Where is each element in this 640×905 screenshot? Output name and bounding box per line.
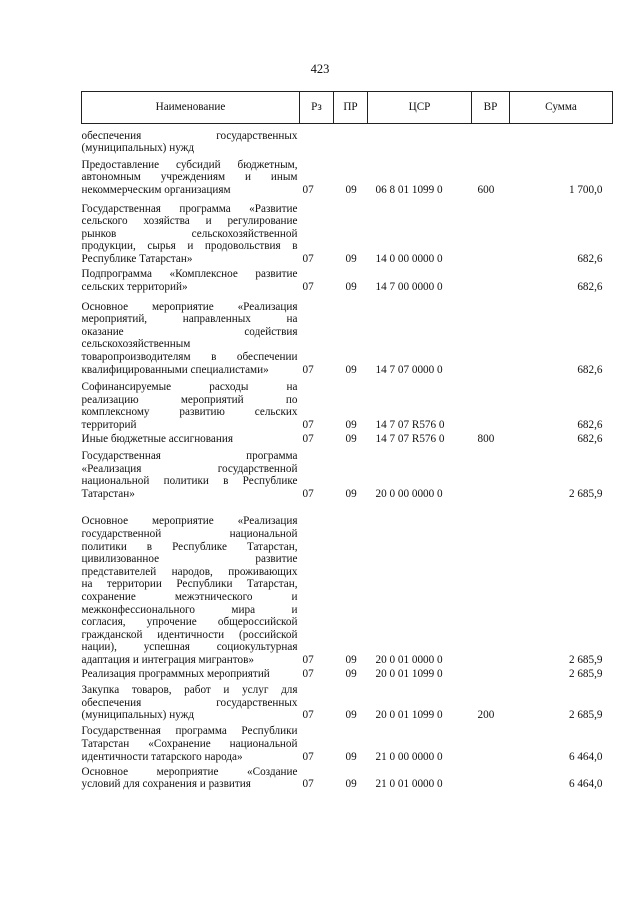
cell-sum: 682,6 bbox=[577, 252, 603, 265]
name-line: представителей народов, проживающих bbox=[81, 565, 298, 578]
table-row bbox=[82, 722, 613, 763]
cell-rz: 07 bbox=[302, 709, 314, 722]
name-line: Основное мероприятие «Создание bbox=[81, 765, 298, 778]
name-line: (муниципальных) нужд bbox=[81, 709, 195, 722]
cell-vr: 800 bbox=[477, 432, 495, 445]
cell-pr: 09 bbox=[345, 778, 357, 791]
table-row bbox=[82, 196, 613, 265]
table-row bbox=[82, 155, 613, 196]
cell-pr: 09 bbox=[345, 432, 357, 445]
spacer-cell bbox=[300, 791, 334, 831]
budget-table bbox=[81, 91, 613, 831]
cell-pr: 09 bbox=[345, 653, 357, 666]
cell-sum: 2 685,9 bbox=[568, 667, 603, 680]
name-line: политики в Республике Татарстан, bbox=[81, 540, 298, 553]
cell-name bbox=[82, 376, 300, 431]
name-line: обеспечения государственных bbox=[81, 696, 298, 709]
cell-rz: 07 bbox=[302, 432, 314, 445]
table-row bbox=[82, 680, 613, 721]
cell-vr bbox=[472, 501, 510, 667]
cell-pr: 09 bbox=[345, 750, 357, 763]
table-row bbox=[82, 763, 613, 791]
cell-vr bbox=[472, 124, 510, 155]
table-row bbox=[82, 376, 613, 431]
cell-pr bbox=[334, 124, 368, 155]
name-line: квалифицированными специалистами» bbox=[81, 363, 269, 376]
cell-rz: 07 bbox=[302, 280, 314, 293]
name-line: «Реализация государственной bbox=[81, 462, 298, 475]
cell-sum: 682,6 bbox=[577, 280, 603, 293]
name-line: территорий bbox=[81, 418, 137, 431]
cell-sum: 682,6 bbox=[577, 418, 603, 431]
cell-rz: 07 bbox=[302, 252, 314, 265]
table-row bbox=[82, 124, 613, 155]
cell-csr: 14 7 00 0000 0 bbox=[375, 280, 443, 293]
cell-csr: 14 0 00 0000 0 bbox=[375, 252, 443, 265]
name-line: Иные бюджетные ассигнования bbox=[81, 432, 233, 445]
name-line: межконфессионального мира и bbox=[81, 603, 298, 616]
cell-csr: 14 7 07 R576 0 bbox=[375, 432, 445, 445]
name-line: цивилизованное развитие bbox=[81, 553, 298, 566]
cell-sum: 6 464,0 bbox=[568, 778, 603, 791]
name-line: Татарстан «Сохранение национальной bbox=[81, 738, 298, 751]
cell-vr bbox=[472, 196, 510, 265]
header-sum: Сумма bbox=[510, 92, 613, 124]
cell-pr: 09 bbox=[345, 709, 357, 722]
table-row bbox=[82, 293, 613, 376]
name-line: Республике Татарстан» bbox=[81, 252, 193, 265]
cell-name bbox=[82, 501, 300, 667]
name-line: идентичности татарского народа» bbox=[81, 750, 243, 763]
cell-sum bbox=[510, 124, 613, 155]
cell-name bbox=[82, 666, 300, 680]
spacer-cell bbox=[334, 791, 368, 831]
cell-vr bbox=[472, 666, 510, 680]
name-line: сельского хозяйства и регулирование bbox=[81, 215, 298, 228]
spacer-cell bbox=[510, 791, 613, 831]
cell-pr: 09 bbox=[345, 363, 357, 376]
cell-sum: 2 685,9 bbox=[568, 653, 603, 666]
header-csr: ЦСР bbox=[368, 92, 472, 124]
name-line: Закупка товаров, работ и услуг для bbox=[81, 683, 298, 696]
cell-vr: 200 bbox=[477, 709, 495, 722]
cell-sum: 2 685,9 bbox=[568, 487, 603, 500]
cell-csr bbox=[368, 124, 472, 155]
name-line: реализацию мероприятий по bbox=[81, 393, 298, 406]
cell-name bbox=[82, 155, 300, 196]
table-body bbox=[82, 124, 613, 832]
table-row bbox=[82, 501, 613, 667]
cell-vr bbox=[472, 722, 510, 763]
cell-name bbox=[82, 431, 300, 445]
name-line: оказание содействия bbox=[81, 325, 298, 338]
cell-name bbox=[82, 266, 300, 294]
header-rz: Рз bbox=[300, 92, 334, 124]
cell-name bbox=[82, 124, 300, 155]
name-line: товаропроизводителям в обеспечении bbox=[81, 350, 298, 363]
table-row bbox=[82, 445, 613, 500]
cell-name bbox=[82, 722, 300, 763]
name-line: согласия, упрочение общероссийской bbox=[81, 616, 298, 629]
name-line: Основное мероприятие «Реализация bbox=[81, 515, 298, 528]
name-line: некоммерческим организациям bbox=[81, 183, 231, 196]
cell-pr: 09 bbox=[345, 487, 357, 500]
table-row bbox=[82, 666, 613, 680]
name-line: Татарстан» bbox=[81, 487, 135, 500]
spacer-cell bbox=[472, 791, 510, 831]
cell-pr: 09 bbox=[345, 667, 357, 680]
name-line: гражданской идентичности (российской bbox=[81, 628, 298, 641]
name-line: сохранение межэтнического и bbox=[81, 590, 298, 603]
cell-pr: 09 bbox=[345, 280, 357, 293]
table-spacer bbox=[82, 791, 613, 831]
name-line: сельских территорий» bbox=[81, 280, 188, 293]
name-line: обеспечения государственных bbox=[81, 129, 298, 142]
name-line: Основное мероприятие «Реализация bbox=[81, 300, 298, 313]
name-line: (муниципальных) нужд bbox=[81, 142, 195, 155]
name-line: рынков сельскохозяйственной bbox=[81, 227, 298, 240]
table-row bbox=[82, 266, 613, 294]
cell-pr: 09 bbox=[345, 252, 357, 265]
cell-rz: 07 bbox=[302, 183, 314, 196]
name-line: Реализация программных мероприятий bbox=[81, 667, 270, 680]
spacer-cell bbox=[82, 791, 300, 831]
name-line: комплексному развитию сельских bbox=[81, 406, 298, 419]
cell-rz: 07 bbox=[302, 418, 314, 431]
name-line: Предоставление субсидий бюджетным, bbox=[81, 158, 298, 171]
cell-csr: 14 7 07 0000 0 bbox=[375, 363, 443, 376]
name-line: Софинансируемые расходы на bbox=[81, 381, 298, 394]
cell-sum: 1 700,0 bbox=[568, 183, 603, 196]
cell-vr bbox=[472, 763, 510, 791]
cell-name bbox=[82, 196, 300, 265]
name-line: адаптация и интеграция мигрантов» bbox=[81, 653, 254, 666]
cell-sum: 2 685,9 bbox=[568, 709, 603, 722]
name-line: национальной политики в Республике bbox=[81, 475, 298, 488]
cell-name bbox=[82, 293, 300, 376]
cell-name bbox=[82, 680, 300, 721]
cell-pr: 09 bbox=[345, 183, 357, 196]
cell-rz: 07 bbox=[302, 750, 314, 763]
name-line: нации), успешная социокультурная bbox=[81, 641, 298, 654]
cell-csr: 20 0 00 0000 0 bbox=[375, 487, 443, 500]
cell-csr: 21 0 01 0000 0 bbox=[375, 778, 443, 791]
cell-rz: 07 bbox=[302, 487, 314, 500]
name-line: мероприятий, направленных на bbox=[81, 313, 298, 326]
spacer-cell bbox=[368, 791, 472, 831]
cell-vr bbox=[472, 445, 510, 500]
table-row bbox=[82, 431, 613, 445]
cell-csr: 20 0 01 1099 0 bbox=[375, 709, 443, 722]
header-name: Наименование bbox=[82, 92, 300, 124]
name-line: продукции, сырья и продовольствия в bbox=[81, 240, 298, 253]
name-line: Государственная программа Республики bbox=[81, 725, 298, 738]
cell-vr: 600 bbox=[477, 183, 495, 196]
cell-name bbox=[82, 763, 300, 791]
name-line: условий для сохранения и развития bbox=[81, 778, 251, 791]
cell-pr: 09 bbox=[345, 418, 357, 431]
cell-vr bbox=[472, 293, 510, 376]
cell-csr: 14 7 07 R576 0 bbox=[375, 418, 445, 431]
name-line: Государственная программа bbox=[81, 450, 298, 463]
cell-sum: 682,6 bbox=[577, 432, 603, 445]
cell-csr: 20 0 01 0000 0 bbox=[375, 653, 443, 666]
cell-csr: 21 0 00 0000 0 bbox=[375, 750, 443, 763]
cell-rz: 07 bbox=[302, 778, 314, 791]
name-line: Подпрограмма «Комплексное развитие bbox=[81, 268, 298, 281]
name-line: сельскохозяйственным bbox=[81, 338, 191, 351]
cell-csr: 20 0 01 1099 0 bbox=[375, 667, 443, 680]
cell-vr bbox=[472, 376, 510, 431]
name-line: государственной национальной bbox=[81, 527, 298, 540]
cell-rz: 07 bbox=[302, 667, 314, 680]
cell-sum: 6 464,0 bbox=[568, 750, 603, 763]
header-pr: ПР bbox=[334, 92, 368, 124]
cell-sum: 682,6 bbox=[577, 363, 603, 376]
header-vr: ВР bbox=[472, 92, 510, 124]
name-line: автономным учреждениям и иным bbox=[81, 171, 298, 184]
table-header-row bbox=[82, 92, 613, 124]
cell-rz: 07 bbox=[302, 653, 314, 666]
name-line: Государственная программа «Развитие bbox=[81, 202, 298, 215]
name-line: на территории Республики Татарстан, bbox=[81, 578, 298, 591]
page-number: 423 bbox=[310, 62, 330, 76]
cell-rz: 07 bbox=[302, 363, 314, 376]
cell-name bbox=[82, 445, 300, 500]
cell-csr: 06 8 01 1099 0 bbox=[375, 183, 443, 196]
cell-vr bbox=[472, 266, 510, 294]
cell-rz bbox=[300, 124, 334, 155]
